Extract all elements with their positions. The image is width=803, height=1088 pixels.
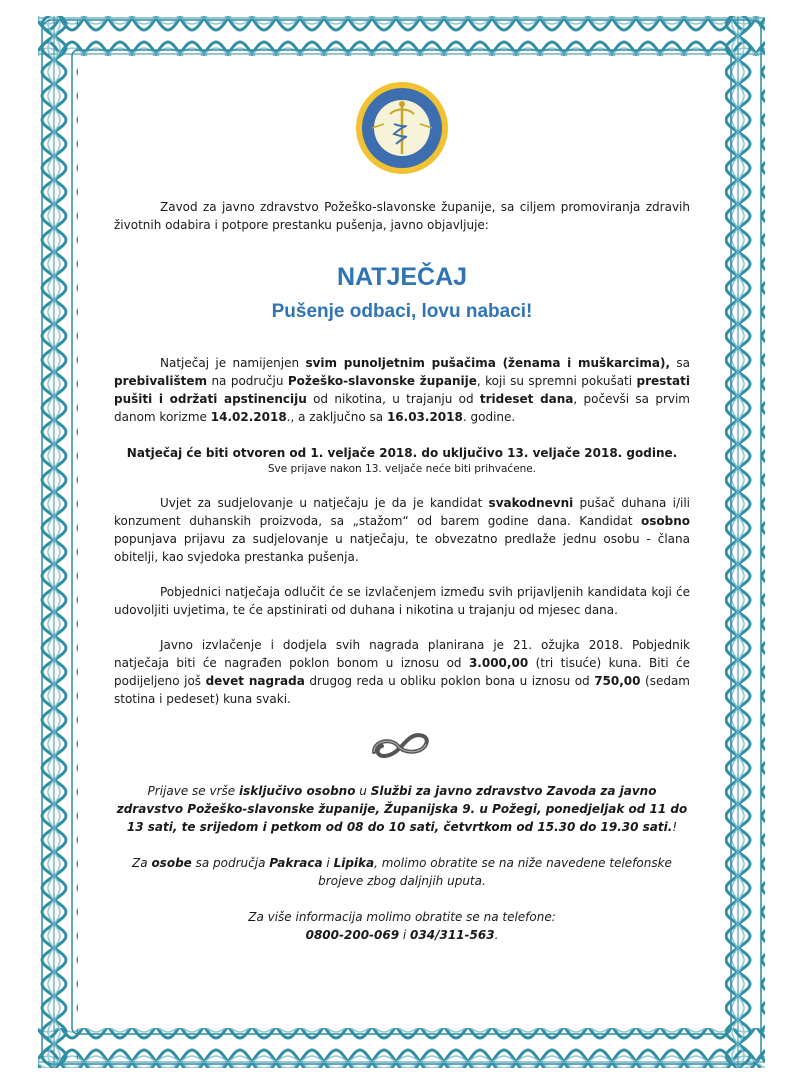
pakrac-lipika-info: Za osobe sa područja Pakraca i Lipika, molimo obratite se na niže navedene telefonske brojeve zbog daljnjih uputa.: [132, 856, 672, 888]
divider: [114, 730, 690, 764]
winners-paragraph: Pobjednici natječaja odlučit će se izvlačenjem između svih prijavljenih kandidata koji će udovoljiti uvjetima, te će apstinirati od duhana i nikotina u trajanju od mjesec dana.: [114, 585, 690, 617]
conditions-paragraph: Uvjet za sudjelovanje u natječaju je da je kandidat svakodnevni pušač duhana i/ili konzument duhanskih proizvoda, sa „stažom“ od barem godine dana. Kandidat osobno popunjava prijavu za sudjelovanje u natječaju, te obvezatno predlaže jednu osobu - člana obitelji, kao svjedoka prestanka pušenja.: [114, 496, 690, 564]
late-applications-notice: Sve prijave nakon 13. veljače neće biti prihvaćene.: [267, 463, 537, 475]
contact-info: Za više informacija molimo obratite se na telefone: 0800-200-069 i 034/311-563.: [248, 910, 556, 942]
phone-number-1: 0800-200-069: [305, 928, 400, 942]
document-content: [114, 80, 690, 944]
application-info: Prijave se vrše isključivo osobno u Službi za javno zdravstvo Zavoda za javno zdravstvo Požeško-slavonske županije, Županijska 9. u Požegi, ponedjeljak od 11 do 13 sati, te srijedom i petkom od 08 do 10 sati, četvrtkom od 15.30 do 19.30 sati.!: [116, 784, 688, 834]
intro-paragraph: Zavod za javno zdravstvo Požeško-slavonske županije, sa ciljem promoviranja zdravih životnih odabira i potpore prestanku pušenja, javno objavljuje:: [114, 200, 690, 232]
open-period-notice: Natječaj će biti otvoren od 1. veljače 2018. do uključivo 13. veljače 2018. godine.: [126, 446, 678, 460]
paperclip-icon: [370, 730, 434, 760]
prizes-paragraph: Javno izvlačenje i dodjela svih nagrada planirana je 21. ožujka 2018. Pobjednik natječaja biti će nagrađen poklon bonom u iznosu od 3.000,00 (tri tisuće) kuna. Biti će podijeljeno još devet nagrada drugog reda u obliku poklon bona u iznosu od 750,00 (sedam stotina i pedeset) kuna svaki.: [114, 638, 690, 706]
caduceus-seal-icon: [354, 80, 450, 176]
document-subtitle: Pušenje odbaci, lovu nabaci!: [271, 301, 533, 322]
document-title: NATJEČAJ: [336, 263, 468, 291]
eligibility-paragraph: Natječaj je namijenjen svim punoljetnim pušačima (ženama i muškarcima), sa prebivalištem na području Požeško-slavonske županije, koji su spremni pokušati prestati pušiti i održati apstinenciju od nikotina, u trajanju od trideset dana, počevši sa prvim danom korizme 14.02.2018., a zaključno sa 16.03.2018. godine.: [114, 356, 691, 424]
phone-number-2: 034/311-563: [410, 928, 495, 942]
